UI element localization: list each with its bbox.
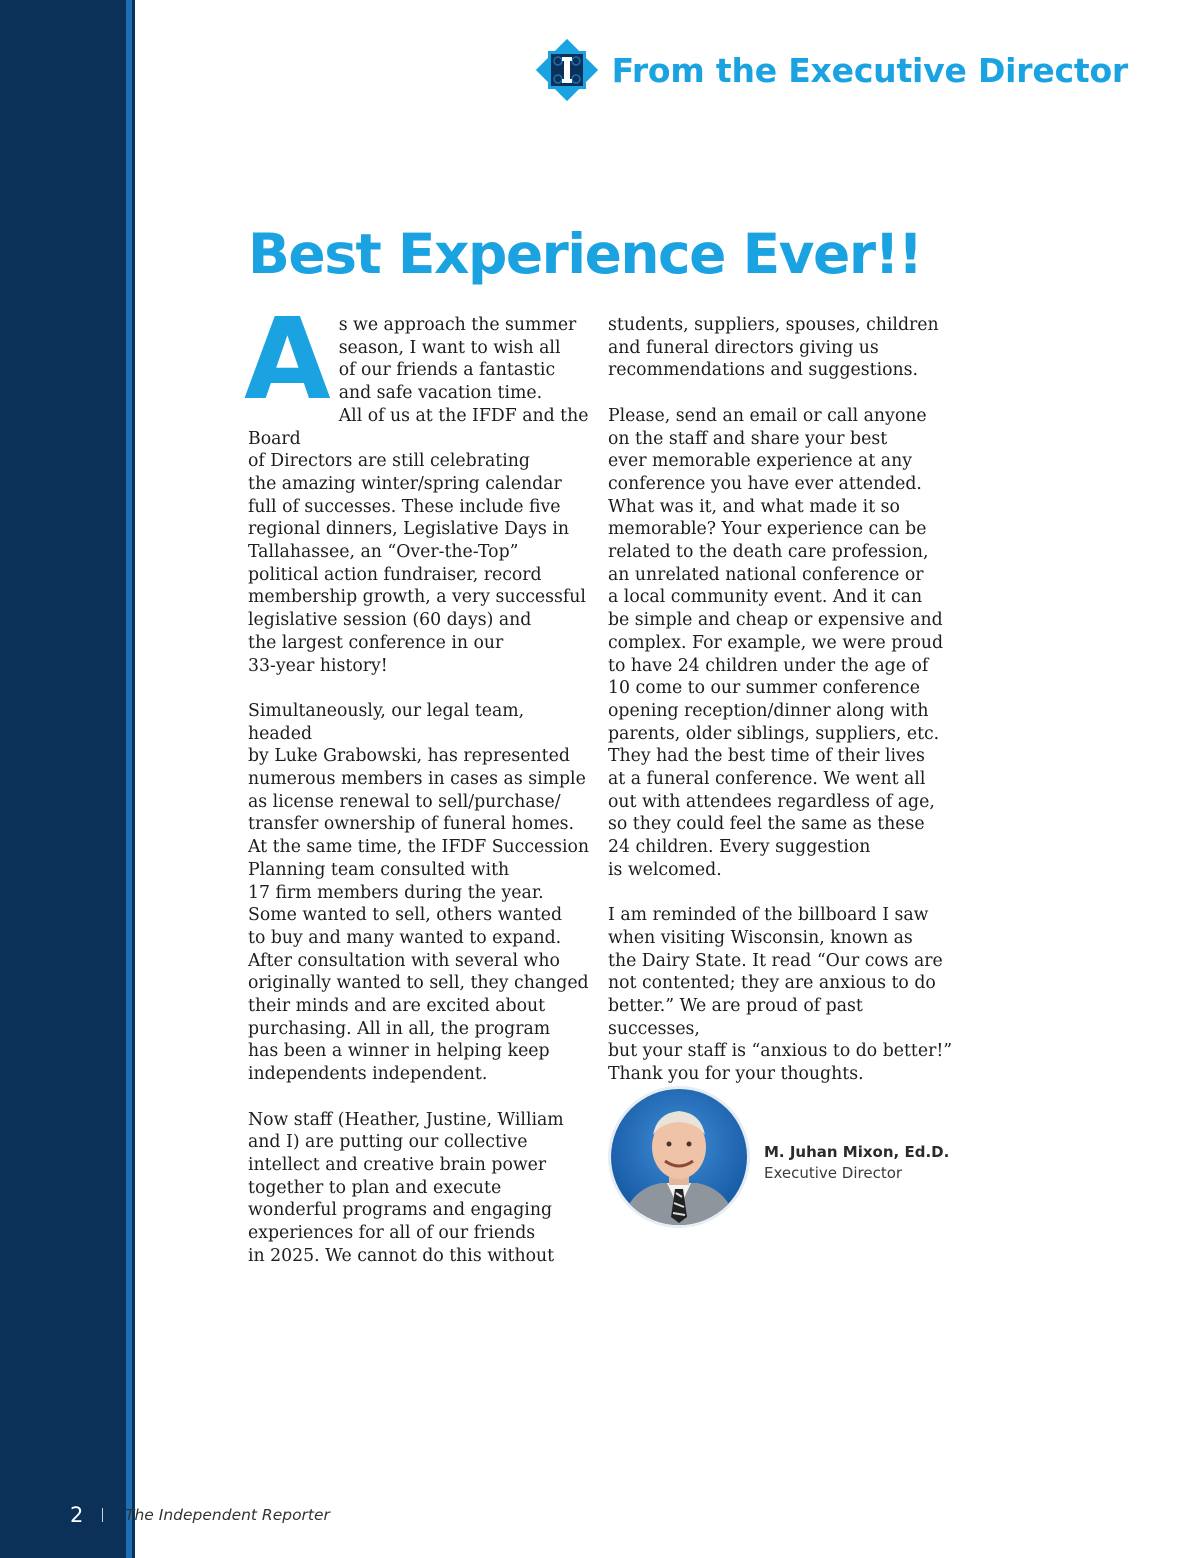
author-signature bbox=[608, 1086, 949, 1228]
page-footer bbox=[70, 1503, 330, 1527]
article-column-left bbox=[244, 295, 593, 1290]
drop-cap: A bbox=[244, 295, 331, 425]
footer-divider bbox=[102, 1508, 103, 1522]
page-number: 2 bbox=[70, 1503, 84, 1527]
author-name: M. Juhan Mixon, Ed.D. bbox=[764, 1142, 950, 1161]
paragraph-text: s we approach the summer season, I want to wish all of our friends a fantastic and safe vacation time. All of us at the IFDF and the Board of Directors are still celebrating the amazing winter/spring calendar full of successes. These include five regional dinners, Legislative Days in Tallahassee, an “Over-the-Top” political action fundraiser, record membership growth, a very successful legislative session (60 days) and the largest conference in our 33-year history! bbox=[248, 315, 589, 676]
signature-text bbox=[764, 1143, 949, 1182]
article-paragraph: Please, send an email or call anyone on the staff and share your best ever memorable experience at any conference you have ever attended. What was it, and what made it so memorable? Your experience can be related to the death care profession, an unrelated national conference or a local community event. And it can be simple and cheap or expensive and complex. For example, we were proud to have 24 children under the age of 10 come to our summer conference opening reception/dinner along with parents, older siblings, suppliers, etc. They had the best time of their lives at a funeral conference. We went all out with attendees regardless of age, so they could feel the same as these 24 children. Every suggestion is welcomed. bbox=[608, 405, 944, 880]
section-title: From the Executive Director bbox=[611, 50, 1128, 90]
portrait-photo bbox=[611, 1089, 747, 1225]
article-paragraph: I am reminded of the billboard I saw when visiting Wisconsin, known as the Dairy State. It read “Our cows are not contented; they are anxious to do better.” We are proud of past successes, but your staff is “anxious to do better!” Thank you for your thoughts. bbox=[608, 905, 953, 1085]
sidebar-edge bbox=[132, 0, 135, 1558]
author-portrait bbox=[608, 1086, 750, 1228]
article-paragraph: Simultaneously, our legal team, headed by Luke Grabowski, has represented numerous members in cases as simple as license renewal to sell/purchase/ transfer ownership of funeral homes. At the same time, the IFDF Succession Planning team consulted with 17 firm members during the year. Some wanted to sell, others wanted to buy and many wanted to expand. After consultation with several who originally wanted to sell, they changed their minds and are excited about purchasing. All in all, the program has been a winner in helping keep independents independent. bbox=[248, 700, 590, 1085]
article-title: Best Experience Ever!! bbox=[248, 222, 922, 286]
publication-name: The Independent Reporter bbox=[125, 1506, 330, 1524]
article-paragraph: students, suppliers, spouses, children and funeral directors giving us recommendations and suggestions. bbox=[608, 315, 939, 381]
ifdf-diamond-logo-icon bbox=[536, 39, 598, 101]
section-header bbox=[536, 38, 1128, 102]
author-role: Executive Director bbox=[764, 1163, 903, 1182]
article-paragraph bbox=[244, 295, 593, 677]
article-paragraph: Now staff (Heather, Justine, William and I) are putting our collective intellect and creative brain power together to plan and execute wonderful programs and engaging experiences for all of our friends in 2025. We cannot do this without bbox=[248, 1109, 564, 1266]
article-column-right bbox=[608, 314, 953, 1109]
left-sidebar-band bbox=[0, 0, 126, 1558]
